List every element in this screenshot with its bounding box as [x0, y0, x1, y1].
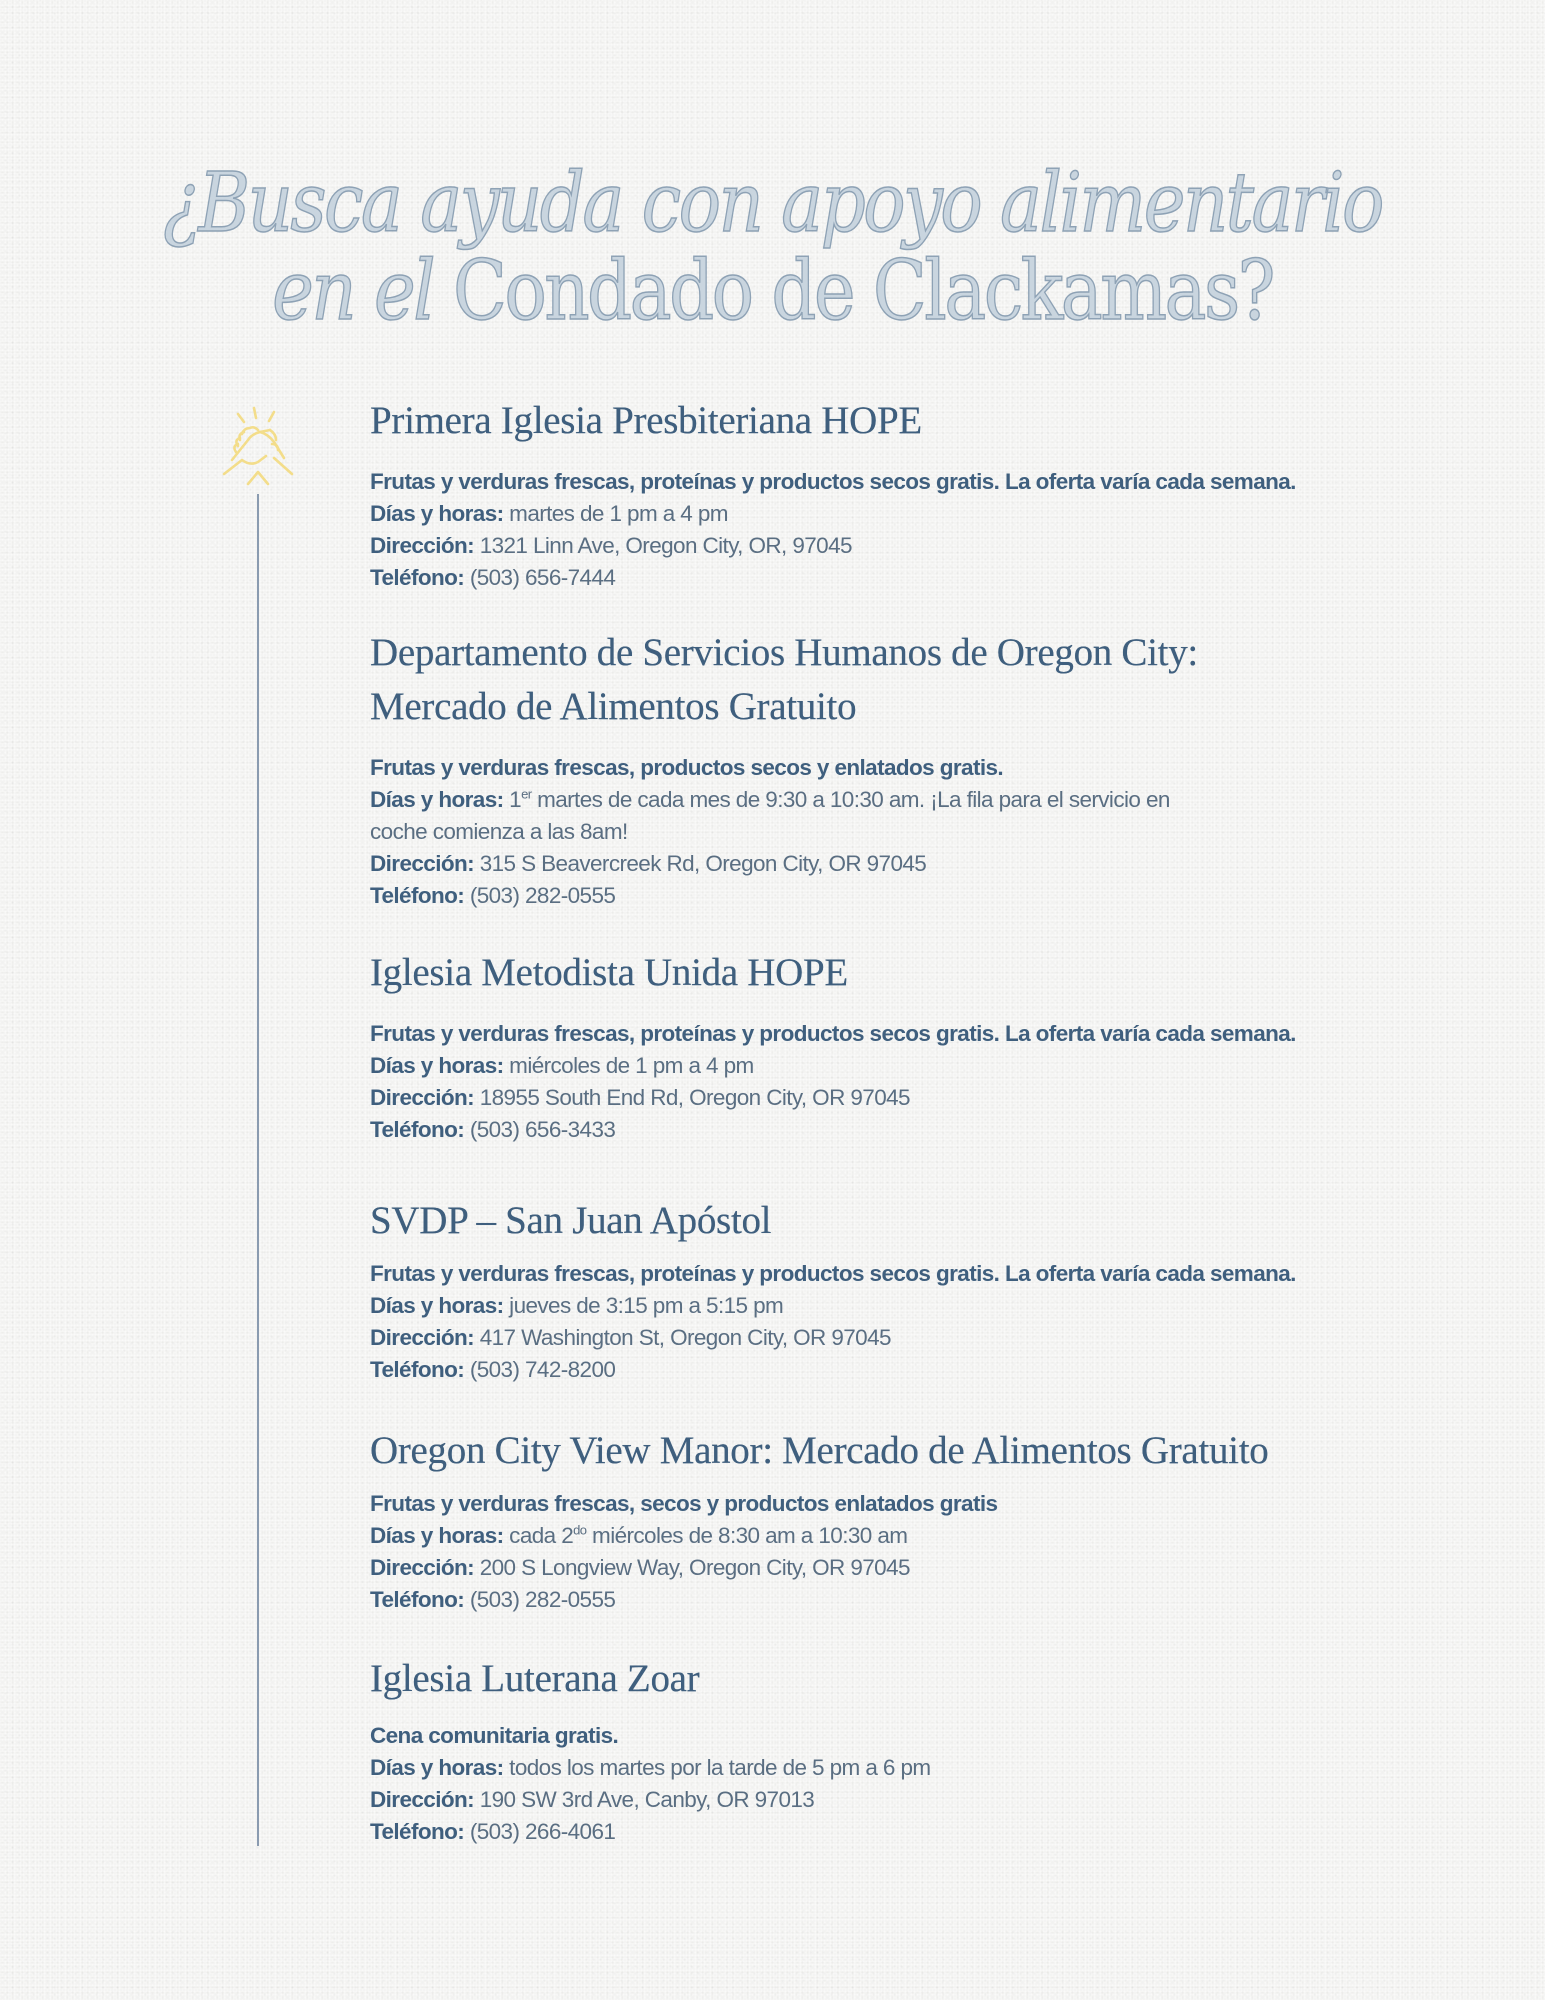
phone-value: (503) 742-8200 [469, 1357, 616, 1382]
hours-text: martes de cada mes de 9:30 a 10:30 am. ¡La fila para el servicio en [531, 787, 1170, 812]
resource-entry [370, 1194, 1490, 1386]
entry-title: Oregon City View Manor: Mercado de Alimentos Gratuito [370, 1429, 1269, 1472]
hours-ordinal-suffix: do [573, 1522, 587, 1538]
hours-text: miércoles de 8:30 am a 10:30 am [586, 1523, 908, 1548]
entry-hours [370, 498, 1490, 530]
spacer [370, 1248, 1490, 1258]
phone-label: Teléfono: [370, 565, 465, 590]
resource-entry [370, 1424, 1490, 1616]
entry-title: Primera Iglesia Presbiteriana HOPE [370, 399, 922, 442]
entry-phone [370, 1354, 1490, 1386]
hours-ordinal: 1 [509, 787, 522, 812]
address-label: Dirección: [370, 1555, 475, 1580]
entry-title [370, 626, 1490, 734]
hours-text-continued: coche comienza a las 8am! [370, 819, 628, 844]
address-value: 190 SW 3rd Ave, Canby, OR 97013 [479, 1787, 815, 1812]
hours-label: Días y horas: [370, 501, 504, 526]
hours-label: Días y horas: [370, 787, 504, 812]
address-label: Dirección: [370, 1787, 475, 1812]
entry-title-line-1: Departamento de Servicios Humanos de Oregon City: [370, 631, 1198, 674]
hours-value: miércoles de 1 pm a 4 pm [509, 1053, 754, 1078]
spacer [370, 734, 1490, 752]
phone-value: (503) 656-7444 [469, 565, 616, 590]
phone-value: (503) 282-0555 [469, 1587, 616, 1612]
phone-label: Teléfono: [370, 1117, 465, 1142]
address-value: 1321 Linn Ave, Oregon City, OR, 97045 [479, 533, 852, 558]
entry-phone [370, 1816, 1490, 1848]
address-value: 200 S Longview Way, Oregon City, OR 97045 [479, 1555, 910, 1580]
address-label: Dirección: [370, 1085, 475, 1110]
resource-entry [370, 394, 1490, 594]
entry-description: Frutas y verduras frescas, secos y productos enlatados gratis [370, 1491, 998, 1516]
timeline-divider [257, 494, 259, 1846]
entry-phone [370, 1584, 1490, 1616]
handshake-icon [212, 400, 304, 492]
title-line-2-italic: en el [272, 244, 434, 339]
entry-hours [370, 1290, 1490, 1322]
entry-title: SVDP – San Juan Apóstol [370, 1199, 772, 1242]
resource-entry [370, 1652, 1490, 1848]
entry-title: Iglesia Metodista Unida HOPE [370, 951, 848, 994]
entry-address [370, 530, 1490, 562]
phone-label: Teléfono: [370, 1357, 465, 1382]
entry-phone [370, 1114, 1490, 1146]
entry-address [370, 1322, 1490, 1354]
spacer [370, 1000, 1490, 1018]
phone-value: (503) 266-4061 [469, 1819, 616, 1844]
address-value: 417 Washington St, Oregon City, OR 97045 [479, 1325, 891, 1350]
spacer [370, 448, 1490, 466]
entry-hours [370, 1520, 1490, 1552]
entry-title-line-2: Mercado de Alimentos Gratuito [370, 685, 857, 728]
entry-address [370, 848, 1490, 880]
hours-value [509, 1523, 907, 1548]
entry-description: Frutas y verduras frescas, proteínas y productos secos gratis. La oferta varía cada semana. [370, 1261, 1296, 1286]
phone-value: (503) 656-3433 [469, 1117, 616, 1142]
hours-label: Días y horas: [370, 1293, 504, 1318]
address-label: Dirección: [370, 851, 475, 876]
phone-label: Teléfono: [370, 1587, 465, 1612]
entry-address [370, 1082, 1490, 1114]
hours-value: todos los martes por la tarde de 5 pm a 6 pm [509, 1755, 931, 1780]
entry-description: Frutas y verduras frescas, proteínas y productos secos gratis. La oferta varía cada semana. [370, 469, 1296, 494]
entry-phone [370, 880, 1490, 912]
spacer [370, 1478, 1490, 1488]
title-line-2 [108, 244, 1437, 339]
entry-title: Iglesia Luterana Zoar [370, 1657, 700, 1700]
entry-hours [370, 1050, 1490, 1082]
address-value: 18955 South End Rd, Oregon City, OR 97045 [479, 1085, 910, 1110]
hours-value: martes de 1 pm a 4 pm [509, 501, 728, 526]
hours-ordinal: cada 2 [509, 1523, 574, 1548]
address-label: Dirección: [370, 1325, 475, 1350]
address-label: Dirección: [370, 533, 475, 558]
entry-description: Cena comunitaria gratis. [370, 1723, 619, 1748]
phone-value: (503) 282-0555 [469, 883, 616, 908]
entry-address [370, 1552, 1490, 1584]
phone-label: Teléfono: [370, 1819, 465, 1844]
phone-label: Teléfono: [370, 883, 465, 908]
resource-entry [370, 946, 1490, 1146]
hours-label: Días y horas: [370, 1755, 504, 1780]
hours-label: Días y horas: [370, 1053, 504, 1078]
entry-description: Frutas y verduras frescas, productos secos y enlatados gratis. [370, 755, 1004, 780]
entry-hours [370, 1752, 1490, 1784]
entry-description: Frutas y verduras frescas, proteínas y productos secos gratis. La oferta varía cada semana. [370, 1021, 1296, 1046]
spacer [370, 1706, 1490, 1720]
hours-ordinal-suffix: er [521, 786, 532, 802]
hours-label: Días y horas: [370, 1523, 504, 1548]
entry-address [370, 1784, 1490, 1816]
resource-entry [370, 626, 1490, 912]
title-line-2-regular: Condado de Clackamas? [433, 244, 1273, 339]
title-line-1: ¿Busca ayuda con apoyo alimentario [163, 156, 1382, 251]
page-title [108, 156, 1437, 339]
address-value: 315 S Beavercreek Rd, Oregon City, OR 97045 [479, 851, 927, 876]
entry-hours [370, 784, 1490, 848]
hours-value: jueves de 3:15 pm a 5:15 pm [509, 1293, 784, 1318]
entry-phone [370, 562, 1490, 594]
